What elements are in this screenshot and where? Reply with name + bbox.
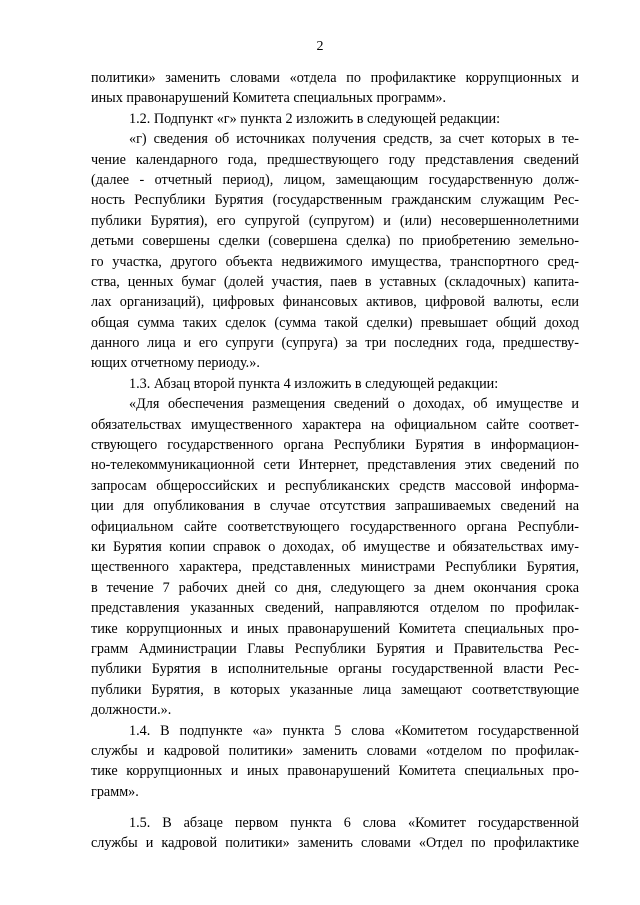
paragraph-1-3-heading: 1.3. Абзац второй пункта 4 изложить в следующей редакции: xyxy=(129,375,499,392)
text-line: грамм». xyxy=(91,783,139,800)
text-line: публики Бурятия, в которых указанные лица замещают соответствующие xyxy=(91,681,579,698)
text-line: иных правонарушений Комитета специальных программ». xyxy=(91,90,447,107)
text-line: публики Бурятия в исполнительные органы государственной власти Рес- xyxy=(91,661,579,678)
text-line: в течение 7 рабочих дней со дня, следующего за днем окончания срока xyxy=(91,579,579,596)
text-line: обязательствах имущественного характера на официальном сайте соответ- xyxy=(91,416,579,433)
text-line: должности.». xyxy=(91,702,172,719)
text-line: (далее - отчетный период), лицом, замещающим государственную долж- xyxy=(91,171,579,188)
text-line: тике коррупционных и иных правонарушений Комитета специальных про- xyxy=(91,763,579,780)
text-line: ции для опубликования в случае отсутствия запрашиваемых сведений на xyxy=(91,498,579,515)
text-line: представления указанных сведений, направляются отделом по профилак- xyxy=(91,600,579,617)
text-line: публики Бурятия), его супругой (супругом) и (или) несовершеннолетними xyxy=(91,212,579,229)
text-line: ющих отчетному периоду.». xyxy=(91,355,260,372)
text-line: тике коррупционных и иных правонарушений Комитета специальных про- xyxy=(91,620,579,637)
paragraph-1-5-heading: 1.5. В абзаце первом пункта 6 слова «Комитет государственной xyxy=(129,815,579,832)
paragraph-1-2-heading: 1.2. Подпункт «г» пункта 2 изложить в следующей редакции: xyxy=(129,110,501,127)
text-line: ства, ценных бумаг (долей участия, паев в уставных (складочных) капита- xyxy=(91,273,579,290)
text-line: ствующего государственного органа Республики Бурятия в информацион- xyxy=(91,437,579,454)
paragraph-1-4-heading: 1.4. В подпункте «а» пункта 5 слова «Комитетом государственной xyxy=(129,722,579,739)
text-line: службы и кадровой политики» заменить словами «Отдел по профилактике xyxy=(91,835,579,852)
text-line: грамм Администрации Главы Республики Бурятия и Правительства Рес- xyxy=(91,640,579,657)
text-line: детьми совершены сделки (совершена сделка) по приобретению земельно- xyxy=(91,233,579,250)
text-line: чение календарного года, предшествующего году представления сведений xyxy=(91,151,579,168)
text-line: службы и кадровой политики» заменить словами «отделом по профилак- xyxy=(91,742,579,759)
text-line: «г) сведения об источниках получения средств, за счет которых в те- xyxy=(129,131,579,148)
text-line: официальном сайте соответствующего государственного органа Республи- xyxy=(91,518,579,535)
paragraph-gap xyxy=(91,802,579,813)
text-line: ки Бурятия копии справок о доходах, об имуществе и обязательствах иму- xyxy=(91,538,579,555)
text-line: щественного характера, представленных министрами Республики Бурятия, xyxy=(91,559,579,576)
text-line: лах организаций), цифровых финансовых активов, цифровой валюты, если xyxy=(91,294,579,311)
text-line: данного лица и его супруги (супруга) за три последних года, предшеству- xyxy=(91,335,579,352)
text-line: общая сумма таких сделок (сумма такой сделки) превышает общий доход xyxy=(91,314,579,331)
page-number: 2 xyxy=(316,39,324,54)
document-body xyxy=(91,68,579,854)
text-line: но-телекоммуникационной сети Интернет, представления этих сведений по xyxy=(91,457,579,474)
text-line: политики» заменить словами «отдела по профилактике коррупционных и xyxy=(91,70,579,86)
text-line: «Для обеспечения размещения сведений о доходах, об имуществе и xyxy=(129,396,579,413)
text-line: го участка, другого объекта недвижимого имущества, транспортного сред- xyxy=(91,253,579,270)
text-line: ность Республики Бурятия (государственным гражданским служащим Рес- xyxy=(91,192,579,209)
text-line: запросам общероссийских и республиканских средств массовой информа- xyxy=(91,477,579,494)
